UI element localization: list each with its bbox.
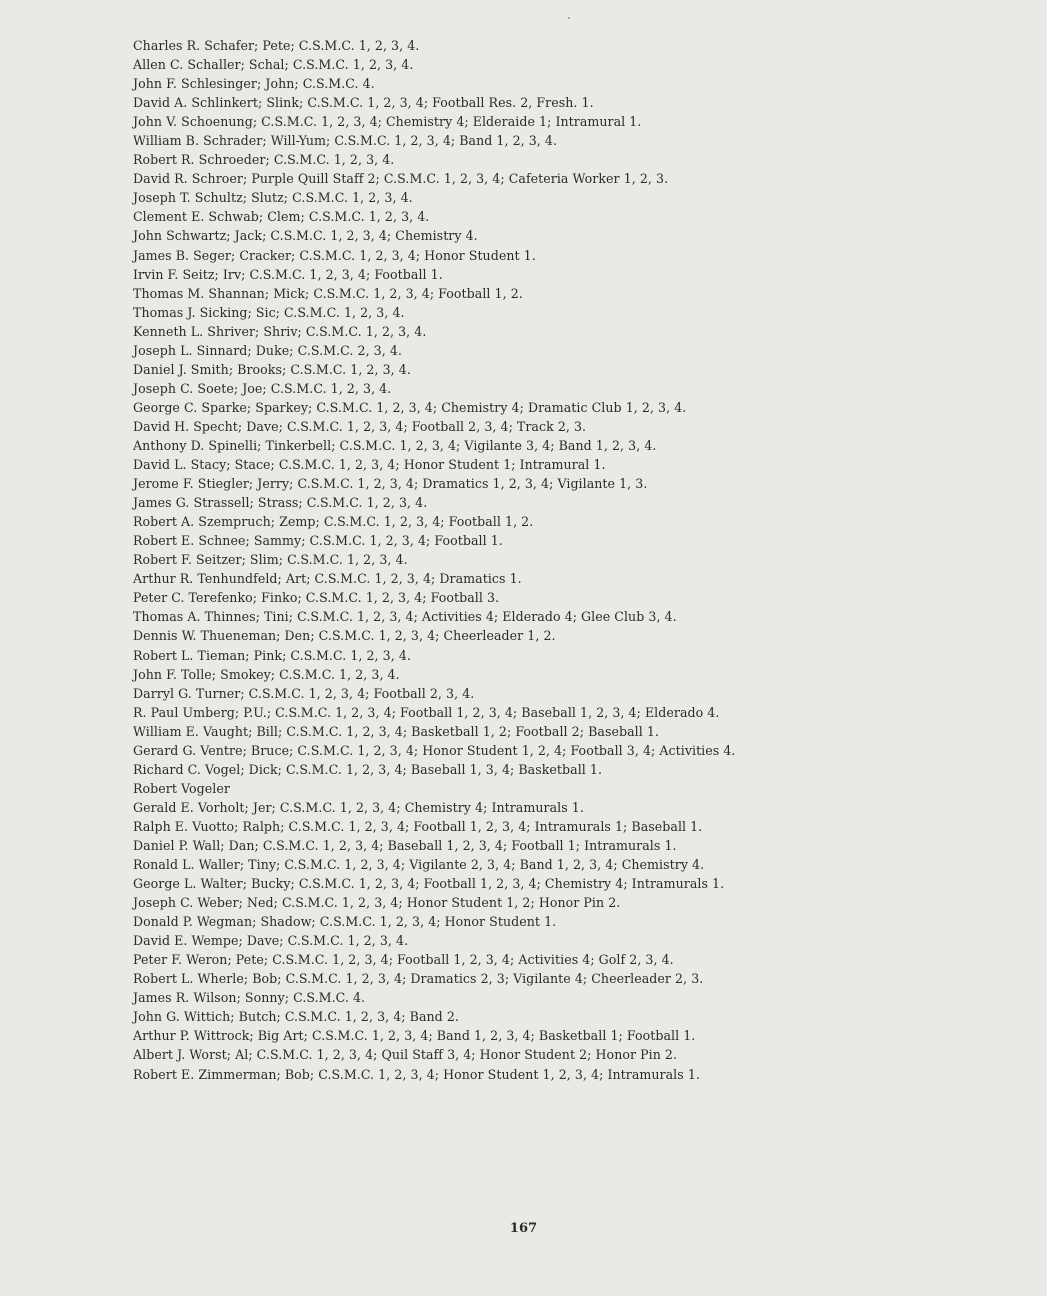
student-entry: Donald P. Wegman; Shadow; C.S.M.C. 1, 2, 3, 4; Honor Student 1. [133,914,557,930]
student-entry: Irvin F. Seitz; Irv; C.S.M.C. 1, 2, 3, 4; Football 1. [133,266,443,282]
student-entry: Arthur P. Wittrock; Big Art; C.S.M.C. 1, 2, 3, 4; Band 1, 2, 3, 4; Basketball 1; Football 1. [133,1028,696,1044]
student-entry: David A. Schlinkert; Slink; C.S.M.C. 1, 2, 3, 4; Football Res. 2, Fresh. 1. [133,95,594,111]
student-entry: Thomas J. Sicking; Sic; C.S.M.C. 1, 2, 3, 4. [133,304,405,320]
paper-speck [568,17,570,19]
student-entry: Ralph E. Vuotto; Ralph; C.S.M.C. 1, 2, 3, 4; Football 1, 2, 3, 4; Intramurals 1; Baseball 1. [133,818,703,834]
student-entry: Gerard G. Ventre; Bruce; C.S.M.C. 1, 2, 3, 4; Honor Student 1, 2, 4; Football 3, 4; Activities 4. [133,742,736,758]
student-entry: Robert A. Szempruch; Zemp; C.S.M.C. 1, 2, 3, 4; Football 1, 2. [133,514,534,530]
student-entry: Robert E. Schnee; Sammy; C.S.M.C. 1, 2, 3, 4; Football 1. [133,533,503,549]
student-entry: Joseph C. Soete; Joe; C.S.M.C. 1, 2, 3, 4. [133,380,392,396]
student-entry: Robert E. Zimmerman; Bob; C.S.M.C. 1, 2, 3, 4; Honor Student 1, 2, 3, 4; Intramurals 1. [133,1066,700,1082]
student-entry: John F. Schlesinger; John; C.S.M.C. 4. [133,76,375,92]
student-entry: William E. Vaught; Bill; C.S.M.C. 1, 2, 3, 4; Basketball 1, 2; Football 2; Baseball 1. [133,723,659,739]
student-entry: Peter C. Terefenko; Finko; C.S.M.C. 1, 2, 3, 4; Football 3. [133,590,500,606]
student-entry: Joseph C. Weber; Ned; C.S.M.C. 1, 2, 3, 4; Honor Student 1, 2; Honor Pin 2. [133,895,621,911]
student-entry: Clement E. Schwab; Clem; C.S.M.C. 1, 2, 3, 4. [133,209,430,225]
student-entry: Darryl G. Turner; C.S.M.C. 1, 2, 3, 4; Football 2, 3, 4. [133,685,475,701]
student-entry: John V. Schoenung; C.S.M.C. 1, 2, 3, 4; Chemistry 4; Elderaide 1; Intramural 1. [133,114,642,130]
student-entry: Charles R. Schafer; Pete; C.S.M.C. 1, 2, 3, 4. [133,38,420,53]
student-entry: George L. Walter; Bucky; C.S.M.C. 1, 2, 3, 4; Football 1, 2, 3, 4; Chemistry 4; Intramurals 1. [133,876,725,892]
student-entry: George C. Sparke; Sparkey; C.S.M.C. 1, 2, 3, 4; Chemistry 4; Dramatic Club 1, 2, 3, 4. [133,399,687,415]
student-entry: R. Paul Umberg; P.U.; C.S.M.C. 1, 2, 3, 4; Football 1, 2, 3, 4; Baseball 1, 2, 3, 4; Elderado 4. [133,704,720,720]
student-entry: Richard C. Vogel; Dick; C.S.M.C. 1, 2, 3, 4; Baseball 1, 3, 4; Basketball 1. [133,761,603,777]
student-entry: William B. Schrader; Will-Yum; C.S.M.C. 1, 2, 3, 4; Band 1, 2, 3, 4. [133,133,558,149]
student-entry: James B. Seger; Cracker; C.S.M.C. 1, 2, 3, 4; Honor Student 1. [133,247,536,263]
student-entry: Robert Vogeler [133,780,230,796]
student-entry: Daniel J. Smith; Brooks; C.S.M.C. 1, 2, 3, 4. [133,361,411,377]
student-entry: James R. Wilson; Sonny; C.S.M.C. 4. [133,990,366,1006]
student-entry: Thomas A. Thinnes; Tini; C.S.M.C. 1, 2, 3, 4; Activities 4; Elderado 4; Glee Club 3, 4. [133,609,677,625]
student-entry: John F. Tolle; Smokey; C.S.M.C. 1, 2, 3, 4. [133,666,400,682]
student-entry: Anthony D. Spinelli; Tinkerbell; C.S.M.C. 1, 2, 3, 4; Vigilante 3, 4; Band 1, 2, 3, 4. [133,437,657,453]
student-entry: Peter F. Weron; Pete; C.S.M.C. 1, 2, 3, 4; Football 1, 2, 3, 4; Activities 4; Golf 2, 3, 4. [133,952,674,968]
student-entry: David E. Wempe; Dave; C.S.M.C. 1, 2, 3, 4. [133,933,409,949]
student-entry: David R. Schroer; Purple Quill Staff 2; C.S.M.C. 1, 2, 3, 4; Cafeteria Worker 1, 2, 3. [133,171,669,187]
student-entry: David H. Specht; Dave; C.S.M.C. 1, 2, 3, 4; Football 2, 3, 4; Track 2, 3. [133,418,587,434]
student-entry: Robert F. Seitzer; Slim; C.S.M.C. 1, 2, 3, 4. [133,552,408,568]
page-number: 167 [509,1221,538,1236]
student-entry: Jerome F. Stiegler; Jerry; C.S.M.C. 1, 2, 3, 4; Dramatics 1, 2, 3, 4; Vigilante 1, 3. [133,476,648,492]
student-entry: David L. Stacy; Stace; C.S.M.C. 1, 2, 3, 4; Honor Student 1; Intramural 1. [133,457,606,473]
student-entry: Joseph T. Schultz; Slutz; C.S.M.C. 1, 2, 3, 4. [133,190,413,206]
student-entry: Ronald L. Waller; Tiny; C.S.M.C. 1, 2, 3, 4; Vigilante 2, 3, 4; Band 1, 2, 3, 4; Chemistry 4. [133,857,705,873]
student-entry: Gerald E. Vorholt; Jer; C.S.M.C. 1, 2, 3, 4; Chemistry 4; Intramurals 1. [133,799,584,815]
student-entry: Arthur R. Tenhundfeld; Art; C.S.M.C. 1, 2, 3, 4; Dramatics 1. [133,571,522,587]
student-entry-list [133,36,1013,1084]
student-entry: Kenneth L. Shriver; Shriv; C.S.M.C. 1, 2, 3, 4. [133,323,427,339]
student-entry: James G. Strassell; Strass; C.S.M.C. 1, 2, 3, 4. [133,495,428,511]
student-entry: Robert L. Wherle; Bob; C.S.M.C. 1, 2, 3, 4; Dramatics 2, 3; Vigilante 4; Cheerleader 2, 3. [133,971,704,987]
student-entry: John Schwartz; Jack; C.S.M.C. 1, 2, 3, 4; Chemistry 4. [133,228,478,244]
student-entry: Robert R. Schroeder; C.S.M.C. 1, 2, 3, 4. [133,152,395,168]
student-entry: Albert J. Worst; Al; C.S.M.C. 1, 2, 3, 4; Quil Staff 3, 4; Honor Student 2; Honor Pin 2. [133,1047,678,1063]
student-entry: Robert L. Tieman; Pink; C.S.M.C. 1, 2, 3, 4. [133,647,411,663]
student-entry: Dennis W. Thueneman; Den; C.S.M.C. 1, 2, 3, 4; Cheerleader 1, 2. [133,628,556,644]
student-entry: Daniel P. Wall; Dan; C.S.M.C. 1, 2, 3, 4; Baseball 1, 2, 3, 4; Football 1; Intramurals 1. [133,837,677,853]
student-entry: Thomas M. Shannan; Mick; C.S.M.C. 1, 2, 3, 4; Football 1, 2. [133,285,523,301]
student-entry: John G. Wittich; Butch; C.S.M.C. 1, 2, 3, 4; Band 2. [133,1009,459,1025]
student-entry: Allen C. Schaller; Schal; C.S.M.C. 1, 2, 3, 4. [133,57,414,73]
student-entry: Joseph L. Sinnard; Duke; C.S.M.C. 2, 3, 4. [133,342,402,358]
